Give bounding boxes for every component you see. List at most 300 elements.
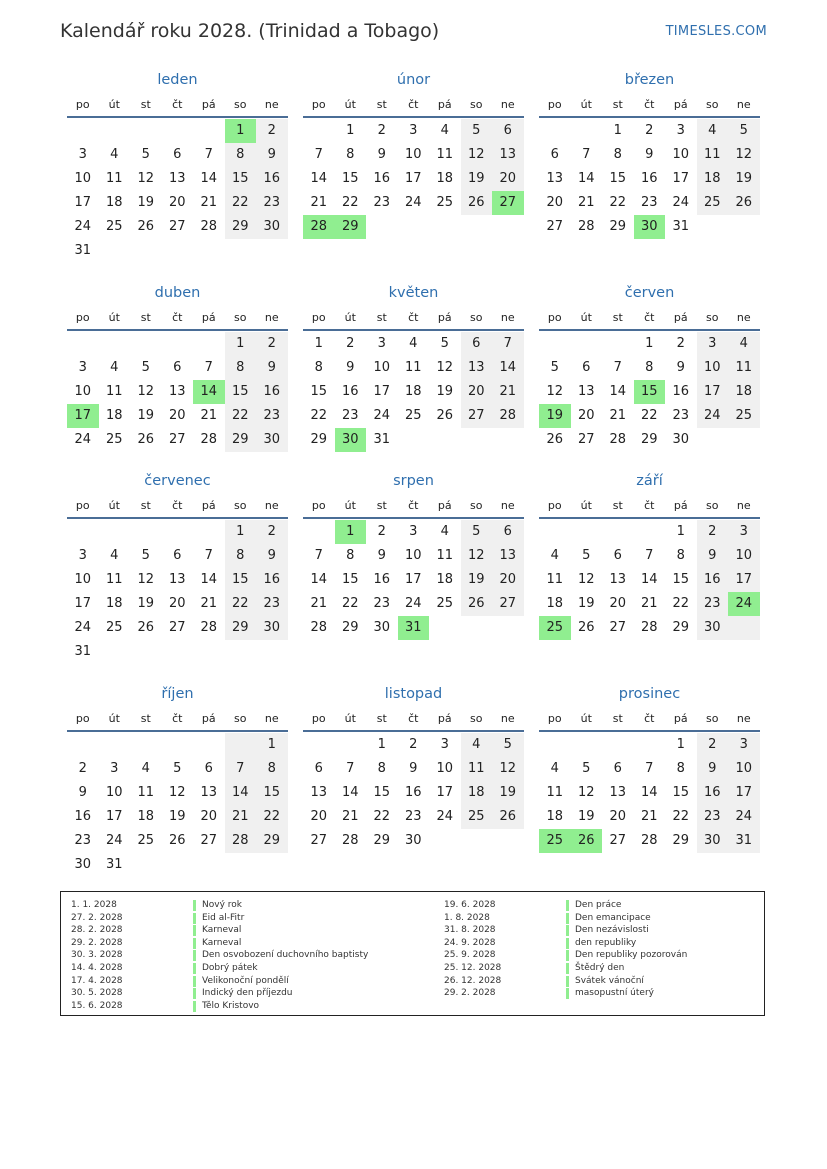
holiday-marker	[566, 938, 569, 949]
day-cell: 1	[225, 332, 257, 356]
day-cell: 14	[640, 572, 658, 587]
holiday-date: 19. 6. 2028	[444, 900, 496, 910]
weekday-label: ne	[500, 98, 515, 111]
day-cell: 31	[105, 857, 123, 872]
day-cell: 3	[377, 336, 386, 351]
day-cell: 4	[550, 761, 559, 776]
day-cell: 13	[168, 171, 186, 186]
day-cell: 24	[404, 596, 422, 611]
day-cell: 27	[609, 833, 627, 848]
weekday-header	[539, 499, 760, 519]
day-cell: 15	[672, 785, 690, 800]
day-cell: 13	[546, 171, 564, 186]
day-cell: 24	[436, 809, 454, 824]
day-cell: 4	[141, 761, 150, 776]
day-cell: 28	[310, 620, 328, 635]
weekday-label: po	[75, 499, 90, 512]
holiday-entry	[61, 1000, 761, 1013]
day-cell: 17	[404, 171, 422, 186]
day-cell: 20	[461, 380, 493, 404]
day-cell: 20	[609, 596, 627, 611]
day-cell: 28	[640, 833, 658, 848]
weekday-label: po	[75, 712, 90, 725]
weekday-label: ne	[736, 499, 751, 512]
day-cell: 8	[645, 360, 654, 375]
day-cell: 24	[672, 195, 690, 210]
day-cell: 10	[373, 360, 391, 375]
day-cell: 9	[256, 356, 288, 380]
day-cell: 17	[404, 572, 422, 587]
weekday-label: so	[470, 98, 483, 111]
day-cell: 29	[225, 215, 257, 239]
holiday-entry	[61, 899, 761, 912]
day-cell: 20	[546, 195, 564, 210]
day-cell: 4	[697, 119, 729, 143]
day-cell: 15	[225, 568, 257, 592]
day-cell: 20	[577, 408, 595, 423]
day-cell: 30	[672, 432, 690, 447]
day-cell: 8	[256, 757, 288, 781]
day-cell: 12	[577, 572, 595, 587]
weekday-label: st	[612, 712, 623, 725]
day-cell: 23	[373, 596, 391, 611]
day-cell: 8	[676, 548, 685, 563]
day-cell: 6	[550, 147, 559, 162]
holiday-day: 27	[492, 191, 524, 215]
day-cell: 28	[577, 219, 595, 234]
weekday-label: st	[376, 712, 387, 725]
day-cell: 14	[200, 171, 218, 186]
holiday-date: 26. 12. 2028	[444, 975, 502, 986]
day-cell: 22	[672, 596, 690, 611]
day-cell: 3	[676, 123, 685, 138]
weekday-header	[303, 712, 524, 732]
holiday-day: 30	[335, 428, 367, 452]
weekday-label: pá	[201, 499, 216, 512]
weekday-label: po	[547, 499, 562, 512]
weekday-label: po	[547, 98, 562, 111]
holiday-date: 25. 9. 2028	[444, 950, 496, 961]
day-cell: 19	[137, 195, 155, 210]
day-cell: 4	[440, 123, 449, 138]
day-cell: 7	[314, 147, 323, 162]
holiday-date: 25. 12. 2028	[444, 963, 502, 973]
day-cell: 9	[697, 757, 729, 781]
day-cell: 7	[225, 757, 257, 781]
weekday-label: út	[108, 712, 120, 725]
day-cell: 14	[492, 356, 524, 380]
weekday-label: pá	[437, 98, 452, 111]
day-cell: 26	[546, 432, 564, 447]
day-cell: 31	[728, 829, 760, 853]
day-cell: 18	[105, 596, 123, 611]
day-cell: 9	[78, 785, 87, 800]
day-cell: 3	[440, 737, 449, 752]
day-cell: 23	[697, 592, 729, 616]
weekday-label: út	[580, 98, 592, 111]
holiday-entry	[61, 962, 761, 975]
day-cell: 20	[310, 809, 328, 824]
weekday-label: ne	[500, 712, 515, 725]
day-cell: 13	[168, 384, 186, 399]
day-cell: 11	[546, 785, 564, 800]
day-cell: 16	[697, 568, 729, 592]
day-cell: 7	[346, 761, 355, 776]
day-cell: 30	[697, 829, 729, 853]
day-cell: 7	[582, 147, 591, 162]
day-cell: 19	[461, 167, 493, 191]
weekday-label: čt	[408, 98, 419, 111]
day-cell: 31	[373, 432, 391, 447]
holiday-marker	[566, 950, 569, 961]
day-cell: 12	[461, 544, 493, 568]
day-cell: 17	[672, 171, 690, 186]
day-cell: 23	[697, 805, 729, 829]
day-cell: 1	[613, 123, 622, 138]
day-cell: 24	[373, 408, 391, 423]
day-cell: 19	[436, 384, 454, 399]
day-cell: 12	[461, 143, 493, 167]
day-cell: 7	[204, 360, 213, 375]
holiday-name: Nový rok	[202, 900, 242, 910]
holiday-name: Den nezávislosti	[575, 925, 649, 936]
day-cell: 8	[225, 356, 257, 380]
day-cell: 11	[728, 356, 760, 380]
day-cell: 6	[461, 332, 493, 356]
day-cell: 24	[404, 195, 422, 210]
weekday-label: st	[376, 98, 387, 111]
day-cell: 22	[672, 809, 690, 824]
day-cell: 22	[373, 809, 391, 824]
day-cell: 17	[105, 809, 123, 824]
day-cell: 16	[697, 781, 729, 805]
day-cell: 31	[74, 243, 92, 258]
day-cell: 5	[461, 520, 493, 544]
day-cell: 9	[409, 761, 418, 776]
day-cell: 3	[78, 360, 87, 375]
holiday-date: 24. 9. 2028	[444, 937, 496, 948]
day-cell: 24	[697, 404, 729, 428]
day-cell: 28	[341, 833, 359, 848]
day-cell: 18	[546, 809, 564, 824]
day-cell: 12	[137, 572, 155, 587]
holiday-name: Den republiky pozorován	[575, 950, 688, 961]
holiday-date: 27. 2. 2028	[71, 912, 123, 923]
weekday-label: so	[706, 712, 719, 725]
day-cell: 21	[310, 596, 328, 611]
weekday-label: so	[470, 712, 483, 725]
day-cell: 17	[74, 195, 92, 210]
holiday-date: 17. 4. 2028	[71, 975, 123, 986]
weekday-label: st	[612, 311, 623, 324]
day-cell: 10	[728, 544, 760, 568]
weekday-label: út	[344, 712, 356, 725]
day-cell: 6	[173, 147, 182, 162]
weekday-label: út	[580, 311, 592, 324]
holiday-name: Velikonoční pondělí	[202, 975, 289, 986]
weekday-label: pá	[437, 499, 452, 512]
weekday-label: so	[706, 311, 719, 324]
day-cell: 25	[697, 191, 729, 215]
day-cell: 23	[404, 809, 422, 824]
holiday-marker	[566, 976, 569, 987]
weekday-label: so	[234, 712, 247, 725]
day-cell: 7	[204, 548, 213, 563]
brand-link[interactable]: TIMESLES.COM	[665, 24, 767, 39]
day-cell: 24	[74, 620, 92, 635]
weekday-label: pá	[673, 712, 688, 725]
day-cell: 1	[676, 524, 685, 539]
day-cell: 1	[346, 123, 355, 138]
weekday-label: pá	[201, 311, 216, 324]
day-cell: 31	[672, 219, 690, 234]
day-cell: 23	[256, 404, 288, 428]
day-cell: 29	[341, 620, 359, 635]
day-cell: 30	[697, 616, 729, 640]
day-cell: 30	[373, 620, 391, 635]
holiday-day: 1	[225, 119, 257, 143]
day-cell: 18	[105, 408, 123, 423]
day-cell: 18	[728, 380, 760, 404]
day-cell: 30	[404, 833, 422, 848]
day-cell: 29	[373, 833, 391, 848]
day-cell: 23	[74, 833, 92, 848]
day-cell: 28	[640, 620, 658, 635]
holiday-name: Indický den příjezdu	[202, 988, 293, 999]
day-cell: 28	[492, 404, 524, 428]
weekday-label: čt	[408, 499, 419, 512]
day-cell: 11	[105, 384, 123, 399]
day-cell: 10	[105, 785, 123, 800]
day-cell: 5	[492, 733, 524, 757]
day-cell: 4	[728, 332, 760, 356]
month-name: prosinec	[618, 686, 681, 702]
day-cell: 2	[409, 737, 418, 752]
day-cell: 11	[546, 572, 564, 587]
day-cell: 21	[341, 809, 359, 824]
day-cell: 29	[310, 432, 328, 447]
holiday-date: 1. 8. 2028	[444, 912, 490, 923]
day-cell: 2	[697, 733, 729, 757]
day-cell: 12	[168, 785, 186, 800]
weekday-label: ne	[500, 499, 515, 512]
day-cell: 26	[728, 191, 760, 215]
page-title: Kalendář roku 2028. (Trinidad a Tobago)	[60, 20, 440, 42]
holiday-date: 14. 4. 2028	[71, 963, 123, 973]
day-cell: 13	[168, 572, 186, 587]
weekday-label: ne	[264, 98, 279, 111]
day-cell: 3	[728, 520, 760, 544]
day-cell: 19	[492, 781, 524, 805]
weekday-label: pá	[673, 499, 688, 512]
day-cell: 13	[200, 785, 218, 800]
day-cell: 8	[346, 548, 355, 563]
day-cell: 25	[137, 833, 155, 848]
day-cell: 8	[225, 143, 257, 167]
day-cell: 11	[436, 147, 454, 162]
day-cell: 9	[377, 548, 386, 563]
day-cell: 3	[409, 123, 418, 138]
weekday-label: út	[344, 499, 356, 512]
day-cell: 2	[377, 123, 386, 138]
day-cell: 28	[200, 219, 218, 234]
weekday-label: st	[612, 499, 623, 512]
day-cell: 5	[582, 761, 591, 776]
weekday-header	[67, 311, 288, 331]
day-cell: 13	[492, 143, 524, 167]
day-cell: 1	[645, 336, 654, 351]
holiday-entry	[61, 975, 761, 988]
day-cell: 18	[137, 809, 155, 824]
day-cell: 26	[436, 408, 454, 423]
day-cell: 21	[200, 195, 218, 210]
day-cell: 27	[609, 620, 627, 635]
weekday-label: so	[234, 499, 247, 512]
holiday-name: Karneval	[202, 937, 242, 948]
day-cell: 17	[436, 785, 454, 800]
holiday-name: den republiky	[575, 937, 637, 948]
day-cell: 16	[74, 809, 92, 824]
day-cell: 30	[256, 215, 288, 239]
day-cell: 13	[609, 785, 627, 800]
day-cell: 15	[341, 572, 359, 587]
day-cell: 18	[461, 781, 493, 805]
holiday-entry	[61, 987, 761, 1000]
weekday-label: po	[75, 98, 90, 111]
weekday-header	[67, 98, 288, 118]
day-cell: 9	[676, 360, 685, 375]
day-cell: 26	[577, 620, 595, 635]
holiday-day: 26	[571, 829, 603, 853]
day-cell: 11	[436, 548, 454, 563]
day-cell: 5	[173, 761, 182, 776]
day-cell: 14	[341, 785, 359, 800]
holiday-date: 28. 2. 2028	[71, 925, 123, 936]
weekday-label: ne	[264, 499, 279, 512]
day-cell: 27	[168, 219, 186, 234]
month-name: duben	[154, 285, 201, 301]
weekday-label: po	[547, 712, 562, 725]
day-cell: 19	[577, 809, 595, 824]
day-cell: 29	[225, 616, 257, 640]
holiday-day: 25	[539, 616, 571, 640]
day-cell: 17	[728, 781, 760, 805]
day-cell: 18	[436, 572, 454, 587]
holiday-name: Tělo Kristovo	[202, 1000, 260, 1011]
day-cell: 26	[168, 833, 186, 848]
day-cell: 17	[373, 384, 391, 399]
day-cell: 12	[137, 384, 155, 399]
day-cell: 2	[346, 336, 355, 351]
holiday-day: 17	[67, 404, 99, 428]
weekday-label: út	[344, 98, 356, 111]
holiday-day: 31	[398, 616, 430, 640]
day-cell: 13	[609, 572, 627, 587]
holiday-marker	[566, 900, 569, 911]
day-cell: 28	[200, 432, 218, 447]
day-cell: 18	[404, 384, 422, 399]
day-cell: 23	[373, 195, 391, 210]
day-cell: 20	[168, 408, 186, 423]
day-cell: 1	[256, 733, 288, 757]
day-cell: 5	[728, 119, 760, 143]
weekday-label: čt	[172, 98, 183, 111]
weekday-label: út	[108, 98, 120, 111]
day-cell: 11	[105, 171, 123, 186]
month-name: březen	[624, 72, 675, 88]
day-cell: 7	[645, 548, 654, 563]
day-cell: 4	[409, 336, 418, 351]
day-cell: 26	[137, 219, 155, 234]
day-cell: 26	[461, 592, 493, 616]
day-cell: 1	[314, 336, 323, 351]
holiday-date: 29. 2. 2028	[71, 937, 123, 948]
day-cell: 18	[436, 171, 454, 186]
weekday-label: ne	[264, 712, 279, 725]
day-cell: 29	[609, 219, 627, 234]
day-cell: 6	[173, 548, 182, 563]
day-cell: 6	[613, 548, 622, 563]
day-cell: 2	[697, 520, 729, 544]
weekday-header	[67, 712, 288, 732]
day-cell: 22	[341, 596, 359, 611]
day-cell: 23	[640, 195, 658, 210]
day-cell: 7	[492, 332, 524, 356]
day-cell: 1	[676, 737, 685, 752]
weekday-header	[303, 98, 524, 118]
weekday-label: ne	[264, 311, 279, 324]
day-cell: 15	[256, 781, 288, 805]
weekday-label: po	[311, 311, 326, 324]
weekday-label: ne	[500, 311, 515, 324]
day-cell: 25	[436, 596, 454, 611]
holiday-day: 25	[539, 829, 571, 853]
month-name: únor	[396, 72, 431, 88]
day-cell: 4	[110, 548, 119, 563]
day-cell: 14	[310, 572, 328, 587]
day-cell: 21	[225, 805, 257, 829]
day-cell: 15	[225, 380, 257, 404]
weekday-label: st	[140, 712, 151, 725]
weekday-label: čt	[644, 311, 655, 324]
day-cell: 7	[613, 360, 622, 375]
day-cell: 24	[728, 805, 760, 829]
day-cell: 2	[676, 336, 685, 351]
day-cell: 20	[609, 809, 627, 824]
holiday-day: 28	[303, 215, 335, 239]
day-cell: 3	[78, 147, 87, 162]
day-cell: 10	[404, 548, 422, 563]
weekday-label: ne	[736, 311, 751, 324]
weekday-header	[67, 499, 288, 519]
day-cell: 11	[404, 360, 422, 375]
day-cell: 4	[110, 360, 119, 375]
day-cell: 18	[697, 167, 729, 191]
day-cell: 3	[697, 332, 729, 356]
day-cell: 9	[645, 147, 654, 162]
day-cell: 2	[256, 520, 288, 544]
day-cell: 29	[640, 432, 658, 447]
day-cell: 27	[577, 432, 595, 447]
day-cell: 16	[672, 384, 690, 399]
day-cell: 15	[609, 171, 627, 186]
day-cell: 15	[341, 171, 359, 186]
day-cell: 8	[346, 147, 355, 162]
day-cell: 29	[256, 829, 288, 853]
month-name: leden	[157, 72, 198, 88]
day-cell: 4	[110, 147, 119, 162]
day-cell: 15	[310, 384, 328, 399]
